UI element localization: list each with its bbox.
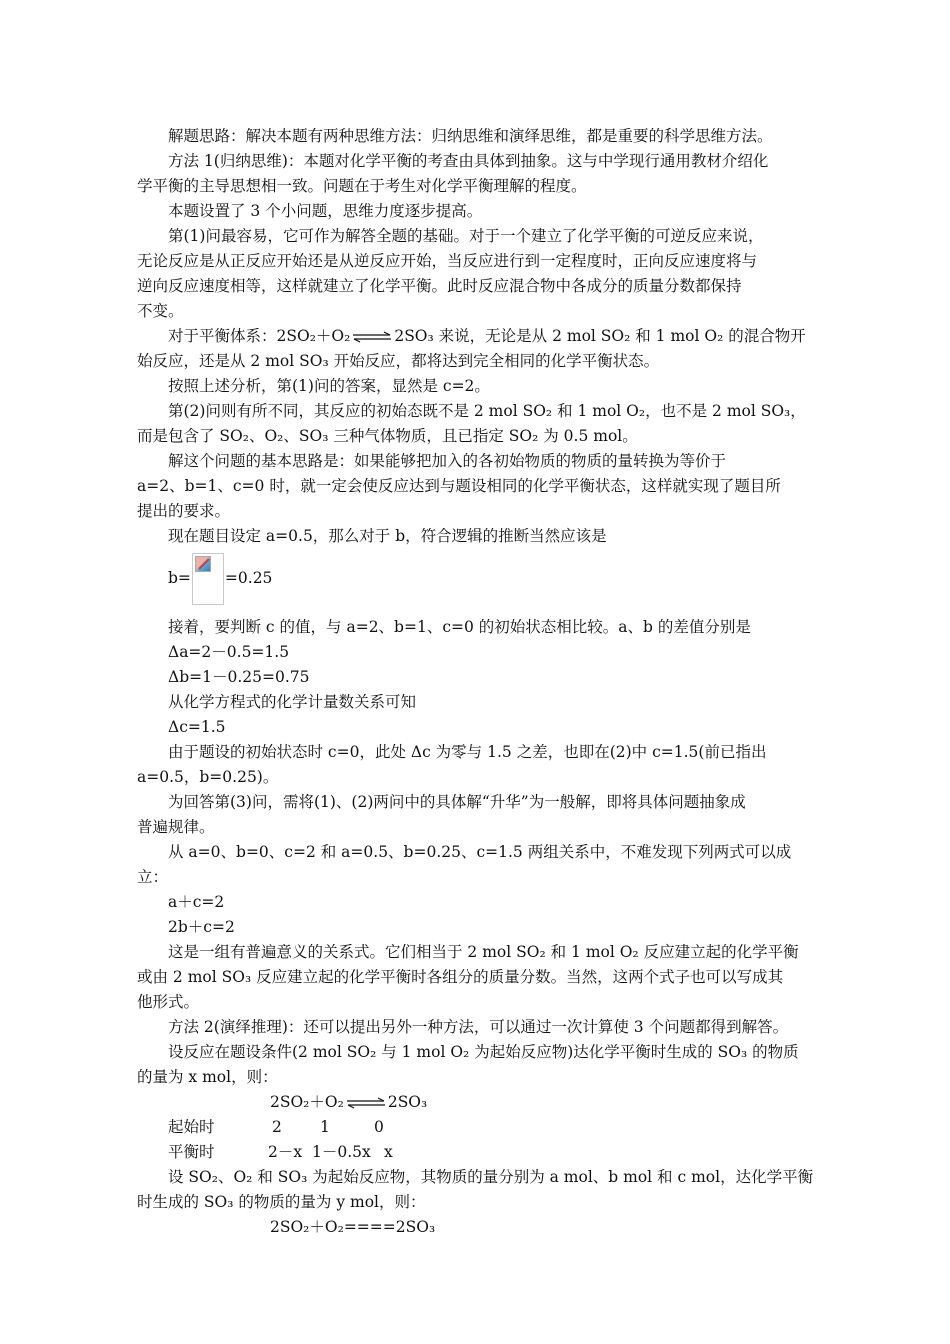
paragraph: 设反应在题设条件(2 mol SO₂ 与 1 mol O₂ 为起始反应物)达化学平衡时生成的 SO₃ 的物质 — [168, 1043, 799, 1061]
paragraph: 他形式。 — [137, 993, 200, 1011]
paragraph: 不变。 — [137, 302, 184, 320]
paragraph: 现在题目设定 a=0.5，那么对于 b，符合逻辑的推断当然应该是 — [168, 527, 607, 545]
text: 对于平衡体系：2SO₂＋O₂ — [168, 327, 351, 345]
table-row — [137, 1140, 817, 1165]
paragraph: 无论反应是从正反应开始还是从逆反应开始，当反应进行到一定程度时，正向反应速度将与 — [137, 252, 758, 270]
paragraph: 从 a=0、b=0、c=2 和 a=0.5、b=0.25、c=1.5 两组关系中，不难发现下列两式可以成立： — [137, 843, 792, 886]
paragraph: 逆向反应速度相等，这样就建立了化学平衡。此时反应混合物中各成分的质量分数都保持 — [137, 277, 742, 295]
document-body — [137, 124, 817, 1240]
text: b= — [168, 569, 191, 587]
paragraph: 解这个问题的基本思路是：如果能够把加入的各初始物质的物质的量转换为等价于 — [168, 452, 727, 470]
paragraph: 为回答第(3)问，需将(1)、(2)两问中的具体解“升华”为一般解，即将具体问题抽象成 — [168, 793, 746, 811]
paragraph: 普遍规律。 — [137, 818, 215, 836]
paragraph: 或由 2 mol SO₃ 反应建立起的化学平衡时各组分的质量分数。当然，这两个式子也可以写成其 — [137, 968, 784, 986]
paragraph: 的量为 x mol，则： — [137, 1068, 278, 1086]
equilibrium-arrow-icon — [346, 1097, 386, 1109]
equation: Δc=1.5 — [168, 718, 226, 736]
equation-b — [137, 549, 817, 607]
broken-image-icon — [192, 553, 224, 605]
paragraph-equilibrium — [137, 324, 817, 349]
text: 2SO₃ — [387, 1093, 428, 1111]
table-row — [137, 1115, 817, 1140]
text: 2SO₃ 来说，无论是从 2 mol SO₂ 和 1 mol O₂ 的混合物开 — [394, 327, 806, 345]
paragraph: 从化学方程式的化学计量数关系可知 — [168, 693, 417, 711]
paragraph: 按照上述分析，第(1)问的答案，显然是 c=2。 — [168, 377, 490, 395]
table-cell: 平衡时 — [168, 1143, 215, 1161]
paragraph: a=2、b=1、c=0 时，就一定会使反应达到与题设相同的化学平衡状态，这样就实现了题目所 — [137, 477, 781, 495]
paragraph: 始反应，还是从 2 mol SO₃ 开始反应，都将达到完全相同的化学平衡状态。 — [137, 352, 660, 370]
paragraph: 方法 1(归纳思维)：本题对化学平衡的考查由具体到抽象。这与中学现行通用教材介绍化 — [168, 152, 769, 170]
text: 2SO₂＋O₂ — [270, 1093, 344, 1111]
paragraph: 本题设置了 3 个小问题，思维力度逐步提高。 — [168, 202, 483, 220]
paragraph: 第(2)问则有所不同，其反应的初始态既不是 2 mol SO₂ 和 1 mol O₂，也不是 2 mol SO₃， — [168, 402, 806, 420]
equilibrium-arrow-icon — [352, 331, 392, 343]
paragraph: 第(1)问最容易，它可作为解答全题的基础。对于一个建立了化学平衡的可逆反应来说， — [168, 227, 764, 245]
table-cell: x — [384, 1143, 393, 1161]
paragraph: 提出的要求。 — [137, 502, 231, 520]
table-cell: 1 — [320, 1118, 330, 1136]
paragraph: 接着，要判断 c 的值，与 a=2、b=1、c=0 的初始状态相比较。a、b 的差值分别是 — [168, 618, 751, 636]
equation: 2b＋c=2 — [168, 918, 235, 936]
table-cell: 起始时 — [168, 1118, 215, 1136]
equation: Δa=2－0.5=1.5 — [168, 643, 290, 661]
table-cell: 2 — [272, 1118, 282, 1136]
paragraph: 学平衡的主导思想相一致。问题在于考生对化学平衡理解的程度。 — [137, 177, 587, 195]
text: =0.25 — [224, 569, 273, 587]
table-cell: 0 — [374, 1118, 384, 1136]
paragraph: a=0.5，b=0.25)。 — [137, 768, 279, 786]
reaction-equation: 2SO₂＋O₂====2SO₃ — [270, 1218, 436, 1236]
paragraph: 由于题设的初始状态时 c=0，此处 Δc 为零与 1.5 之差，也即在(2)中 c=1.5(前已指出 — [168, 743, 767, 761]
paragraph: 这是一组有普遍意义的关系式。它们相当于 2 mol SO₂ 和 1 mol O₂ 反应建立起的化学平衡 — [168, 943, 799, 961]
paragraph: 设 SO₂、O₂ 和 SO₃ 为起始反应物，其物质的量分别为 a mol、b mol 和 c mol，达化学平衡 — [168, 1168, 814, 1186]
paragraph: 解题思路：解决本题有两种思维方法：归纳思维和演绎思维，都是重要的科学思维方法。 — [168, 127, 773, 145]
table-cell: 2－x — [268, 1143, 303, 1161]
paragraph: 时生成的 SO₃ 的物质的量为 y mol，则： — [137, 1193, 426, 1211]
table-cell: 1－0.5x — [312, 1143, 371, 1161]
equation: Δb=1－0.25=0.75 — [168, 668, 310, 686]
reaction-equation — [137, 1090, 817, 1115]
paragraph: 而是包含了 SO₂、O₂、SO₃ 三种气体物质，且已指定 SO₂ 为 0.5 mol。 — [137, 427, 638, 445]
paragraph: 方法 2(演绎推理)：还可以提出另外一种方法，可以通过一次计算使 3 个问题都得到解答。 — [168, 1018, 789, 1036]
equation: a＋c=2 — [168, 893, 225, 911]
